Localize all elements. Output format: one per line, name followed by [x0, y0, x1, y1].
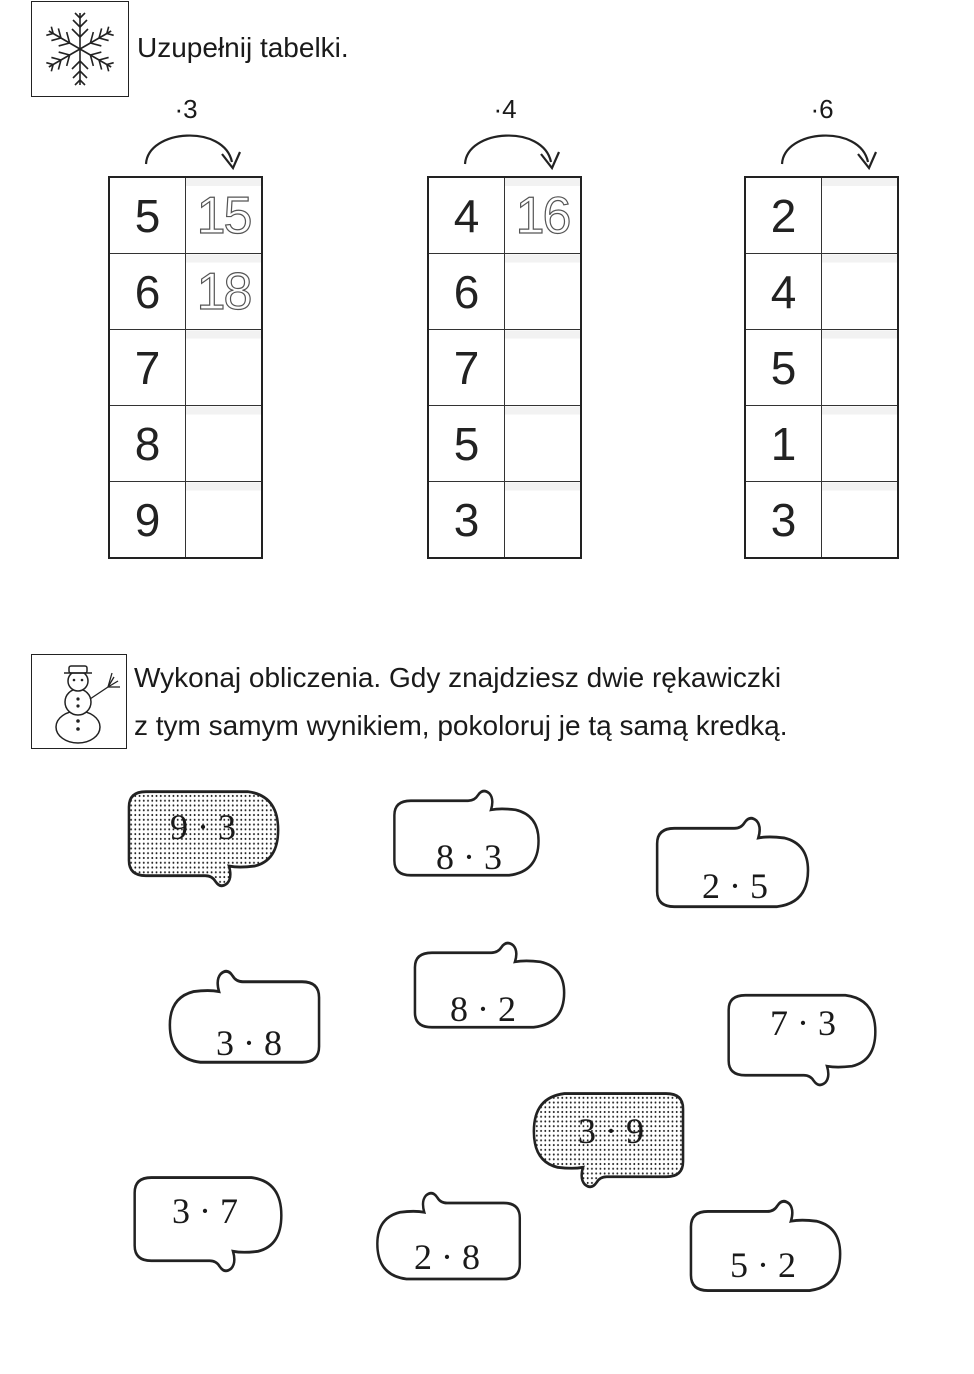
mitten[interactable] [640, 815, 820, 920]
mitten[interactable] [118, 1170, 293, 1274]
mitten-expression: 7 · 3 [770, 1003, 836, 1043]
mitten[interactable] [398, 940, 576, 1040]
mitten-expression: 5 · 2 [730, 1245, 796, 1285]
factor-cell: 4 [745, 254, 822, 330]
factor-cell: 7 [428, 330, 505, 406]
table-row [109, 254, 262, 330]
answer-cell[interactable] [186, 482, 263, 559]
answer-cell[interactable] [186, 406, 263, 482]
multiplication-table [744, 176, 899, 559]
factor-cell: 2 [745, 177, 822, 254]
mitten-expression: 8 · 2 [450, 989, 516, 1029]
factor-cell: 8 [109, 406, 186, 482]
table-row [109, 330, 262, 406]
factor-cell: 5 [109, 177, 186, 254]
mitten[interactable] [674, 1198, 852, 1304]
mitten[interactable] [366, 1190, 536, 1292]
table-row [428, 406, 581, 482]
mitten-expression: 3 · 8 [216, 1023, 282, 1063]
dotted-answer: 18 [196, 262, 251, 321]
answer-cell[interactable] [505, 254, 582, 330]
factor-cell: 9 [109, 482, 186, 559]
multiplier-label: ·3 [174, 94, 198, 124]
factor-cell: 6 [109, 254, 186, 330]
snowflake-icon [31, 1, 129, 97]
factor-cell: 7 [109, 330, 186, 406]
dotted-answer: 16 [515, 186, 570, 245]
mitten-expression: 3 · 7 [172, 1191, 238, 1231]
answer-cell[interactable] [822, 482, 899, 559]
snowman-icon [31, 654, 127, 749]
factor-cell: 3 [428, 482, 505, 559]
mitten-expression: 3 · 9 [578, 1111, 644, 1151]
factor-cell: 4 [428, 177, 505, 254]
factor-cell: 5 [745, 330, 822, 406]
mitten[interactable] [378, 788, 550, 888]
mitten-colored[interactable] [112, 784, 290, 889]
factor-cell: 3 [745, 482, 822, 559]
curved-arrow-icon [136, 124, 246, 184]
dotted-answer: 15 [196, 186, 251, 245]
factor-cell: 6 [428, 254, 505, 330]
mitten[interactable] [158, 968, 336, 1076]
section2-instruction-line1: Wykonaj obliczenia. Gdy znajdziesz dwie rękawiczki [134, 662, 782, 693]
factor-cell: 1 [745, 406, 822, 482]
table-row [745, 254, 898, 330]
table-row [428, 330, 581, 406]
mitten-expression: 8 · 3 [436, 837, 502, 877]
table-row [745, 482, 898, 559]
table-row [109, 406, 262, 482]
curved-arrow-icon [772, 124, 882, 184]
answer-cell[interactable] [822, 254, 899, 330]
answer-cell[interactable] [186, 254, 263, 330]
mitten-colored[interactable] [522, 1086, 700, 1190]
section2-instruction-line2: z tym samym wynikiem, pokoloruj je tą samą kredką. [134, 710, 788, 741]
table-row [109, 177, 262, 254]
answer-cell[interactable] [186, 177, 263, 254]
answer-cell[interactable] [505, 177, 582, 254]
table-row [745, 330, 898, 406]
table-row [745, 406, 898, 482]
factor-cell: 5 [428, 406, 505, 482]
table-row [428, 482, 581, 559]
table-row [428, 177, 581, 254]
answer-cell[interactable] [822, 177, 899, 254]
mitten[interactable] [712, 988, 887, 1088]
table-row [745, 177, 898, 254]
multiplier-label: ·4 [493, 94, 517, 124]
answer-cell[interactable] [186, 330, 263, 406]
multiplication-table [108, 176, 263, 559]
mitten-expression: 2 · 8 [414, 1237, 480, 1277]
table-row [428, 254, 581, 330]
section1-instruction: Uzupełnij tabelki. [137, 32, 349, 63]
multiplication-table [427, 176, 582, 559]
multiplier-label: ·6 [810, 94, 834, 124]
answer-cell[interactable] [505, 482, 582, 559]
mitten-expression: 9 · 3 [170, 807, 236, 847]
mitten-expression: 2 · 5 [702, 866, 768, 906]
answer-cell[interactable] [822, 406, 899, 482]
curved-arrow-icon [455, 124, 565, 184]
table-row [109, 482, 262, 559]
answer-cell[interactable] [505, 406, 582, 482]
answer-cell[interactable] [505, 330, 582, 406]
answer-cell[interactable] [822, 330, 899, 406]
